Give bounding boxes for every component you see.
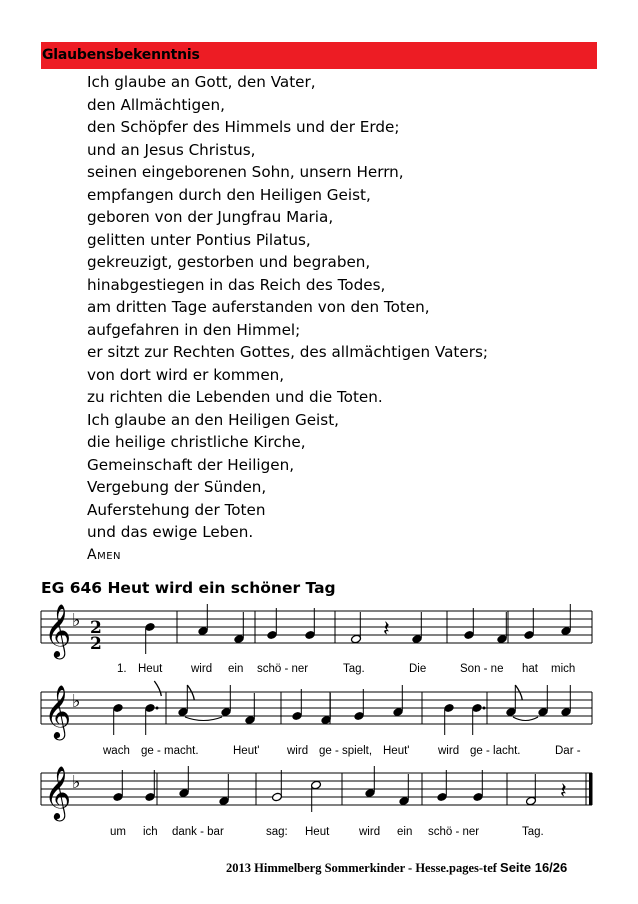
- tie: [185, 717, 222, 721]
- creed-line: er sitzt zur Rechten Gottes, des allmächtigen Vaters;: [87, 343, 488, 361]
- creed-line: Vergebung der Sünden,: [87, 478, 267, 496]
- quarter-rest-icon: 𝄽: [383, 617, 390, 642]
- lyric-syllable: Heut': [383, 745, 410, 757]
- lyric-syllable: wird: [359, 826, 381, 838]
- creed-line: den Allmächtigen,: [87, 95, 225, 114]
- flat-sign-icon: ♭: [72, 691, 81, 712]
- lyric-syllable: sag:: [266, 826, 288, 838]
- treble-clef-icon: 𝄞: [44, 765, 72, 819]
- lyric-syllable: ich: [143, 826, 158, 838]
- lyric-syllable: um: [110, 826, 126, 838]
- note-flag: [154, 681, 161, 696]
- page-number: Seite 16/26: [500, 860, 568, 875]
- lyric-syllable: Tag.: [522, 826, 544, 838]
- lyric-syllable: ge - spielt,: [319, 745, 373, 757]
- lyric-syllable: ein: [397, 826, 413, 838]
- creed-line: aufgefahren in den Himmel;: [87, 320, 301, 339]
- creed-line: und an Jesus Christus,: [87, 140, 256, 159]
- lyric-syllable: wird: [287, 745, 309, 757]
- lyric-syllable: Heut: [138, 663, 163, 675]
- lyric-syllable: 1.: [117, 663, 127, 675]
- lyric-syllable: ein: [228, 663, 244, 675]
- lyric-syllable: schö - ner: [257, 663, 309, 675]
- time-signature-bottom: 2: [90, 634, 102, 654]
- flat-sign-icon: ♭: [72, 772, 81, 793]
- treble-clef-icon: 𝄞: [44, 603, 72, 657]
- creed-line: und das ewige Leben.: [87, 523, 254, 541]
- creed-line: gelitten unter Pontius Pilatus,: [87, 230, 311, 249]
- treble-clef-icon: 𝄞: [44, 684, 72, 738]
- lyric-syllable: Tag.: [343, 663, 365, 675]
- time-signature-top: 2: [90, 618, 102, 638]
- footer-text: 2013 Himmelberg Sommerkinder - Hesse.pages-tef: [226, 861, 497, 875]
- page-footer: [226, 860, 567, 876]
- lyric-syllable: ge - lacht.: [470, 745, 521, 757]
- tie: [513, 717, 538, 721]
- creed-line: Ich glaube an den Heiligen Geist,: [87, 410, 339, 429]
- creed-line: den Schöpfer des Himmels und der Erde;: [87, 118, 400, 136]
- flat-sign-icon: ♭: [72, 610, 81, 631]
- augmentation-dot: [483, 707, 486, 710]
- creed-line: Ich glaube an Gott, den Vater,: [87, 73, 316, 91]
- quarter-rest-icon: 𝄽: [560, 779, 567, 804]
- lyric-syllable: dank - bar: [172, 826, 224, 838]
- lyric-syllable: Die: [409, 663, 427, 675]
- lyric-syllable: Heut: [305, 826, 330, 838]
- augmentation-dot: [156, 707, 159, 710]
- creed-line: hinabgestiegen in das Reich des Todes,: [87, 275, 386, 294]
- creed-line: die heilige christliche Kirche,: [87, 433, 306, 451]
- lyric-syllable: Dar -: [555, 745, 581, 757]
- amen: Amen: [87, 546, 122, 563]
- lyric-syllable: ge - macht.: [141, 745, 199, 757]
- lyric-syllable: wach: [103, 745, 130, 757]
- creed-line: seinen eingeborenen Sohn, unsern Herrn,: [87, 163, 404, 181]
- lyric-syllable: hat: [522, 663, 538, 675]
- lyric-syllable: wird: [438, 745, 460, 757]
- section-title: Glaubensbekenntnis: [42, 47, 200, 63]
- creed-line: am dritten Tage auferstanden von den Toten,: [87, 298, 430, 316]
- lyric-syllable: Son - ne: [460, 663, 504, 675]
- final-barline-icon: [589, 773, 593, 805]
- creed-line: Gemeinschaft der Heiligen,: [87, 455, 295, 474]
- creed-line: geboren von der Jungfrau Maria,: [87, 208, 334, 226]
- creed-line: empfangen durch den Heiligen Geist,: [87, 185, 371, 204]
- lyric-syllable: mich: [551, 663, 576, 675]
- creed-line: Auferstehung der Toten: [87, 500, 266, 519]
- song-title: EG 646 Heut wird ein schöner Tag: [41, 579, 336, 597]
- lyric-syllable: Heut': [233, 745, 260, 757]
- creed-line: zu richten die Lebenden und die Toten.: [87, 388, 383, 406]
- lyric-syllable: schö - ner: [428, 826, 480, 838]
- creed-line: von dort wird er kommen,: [87, 365, 285, 384]
- creed-line: gekreuzigt, gestorben und begraben,: [87, 253, 371, 271]
- lyric-syllable: wird: [191, 663, 213, 675]
